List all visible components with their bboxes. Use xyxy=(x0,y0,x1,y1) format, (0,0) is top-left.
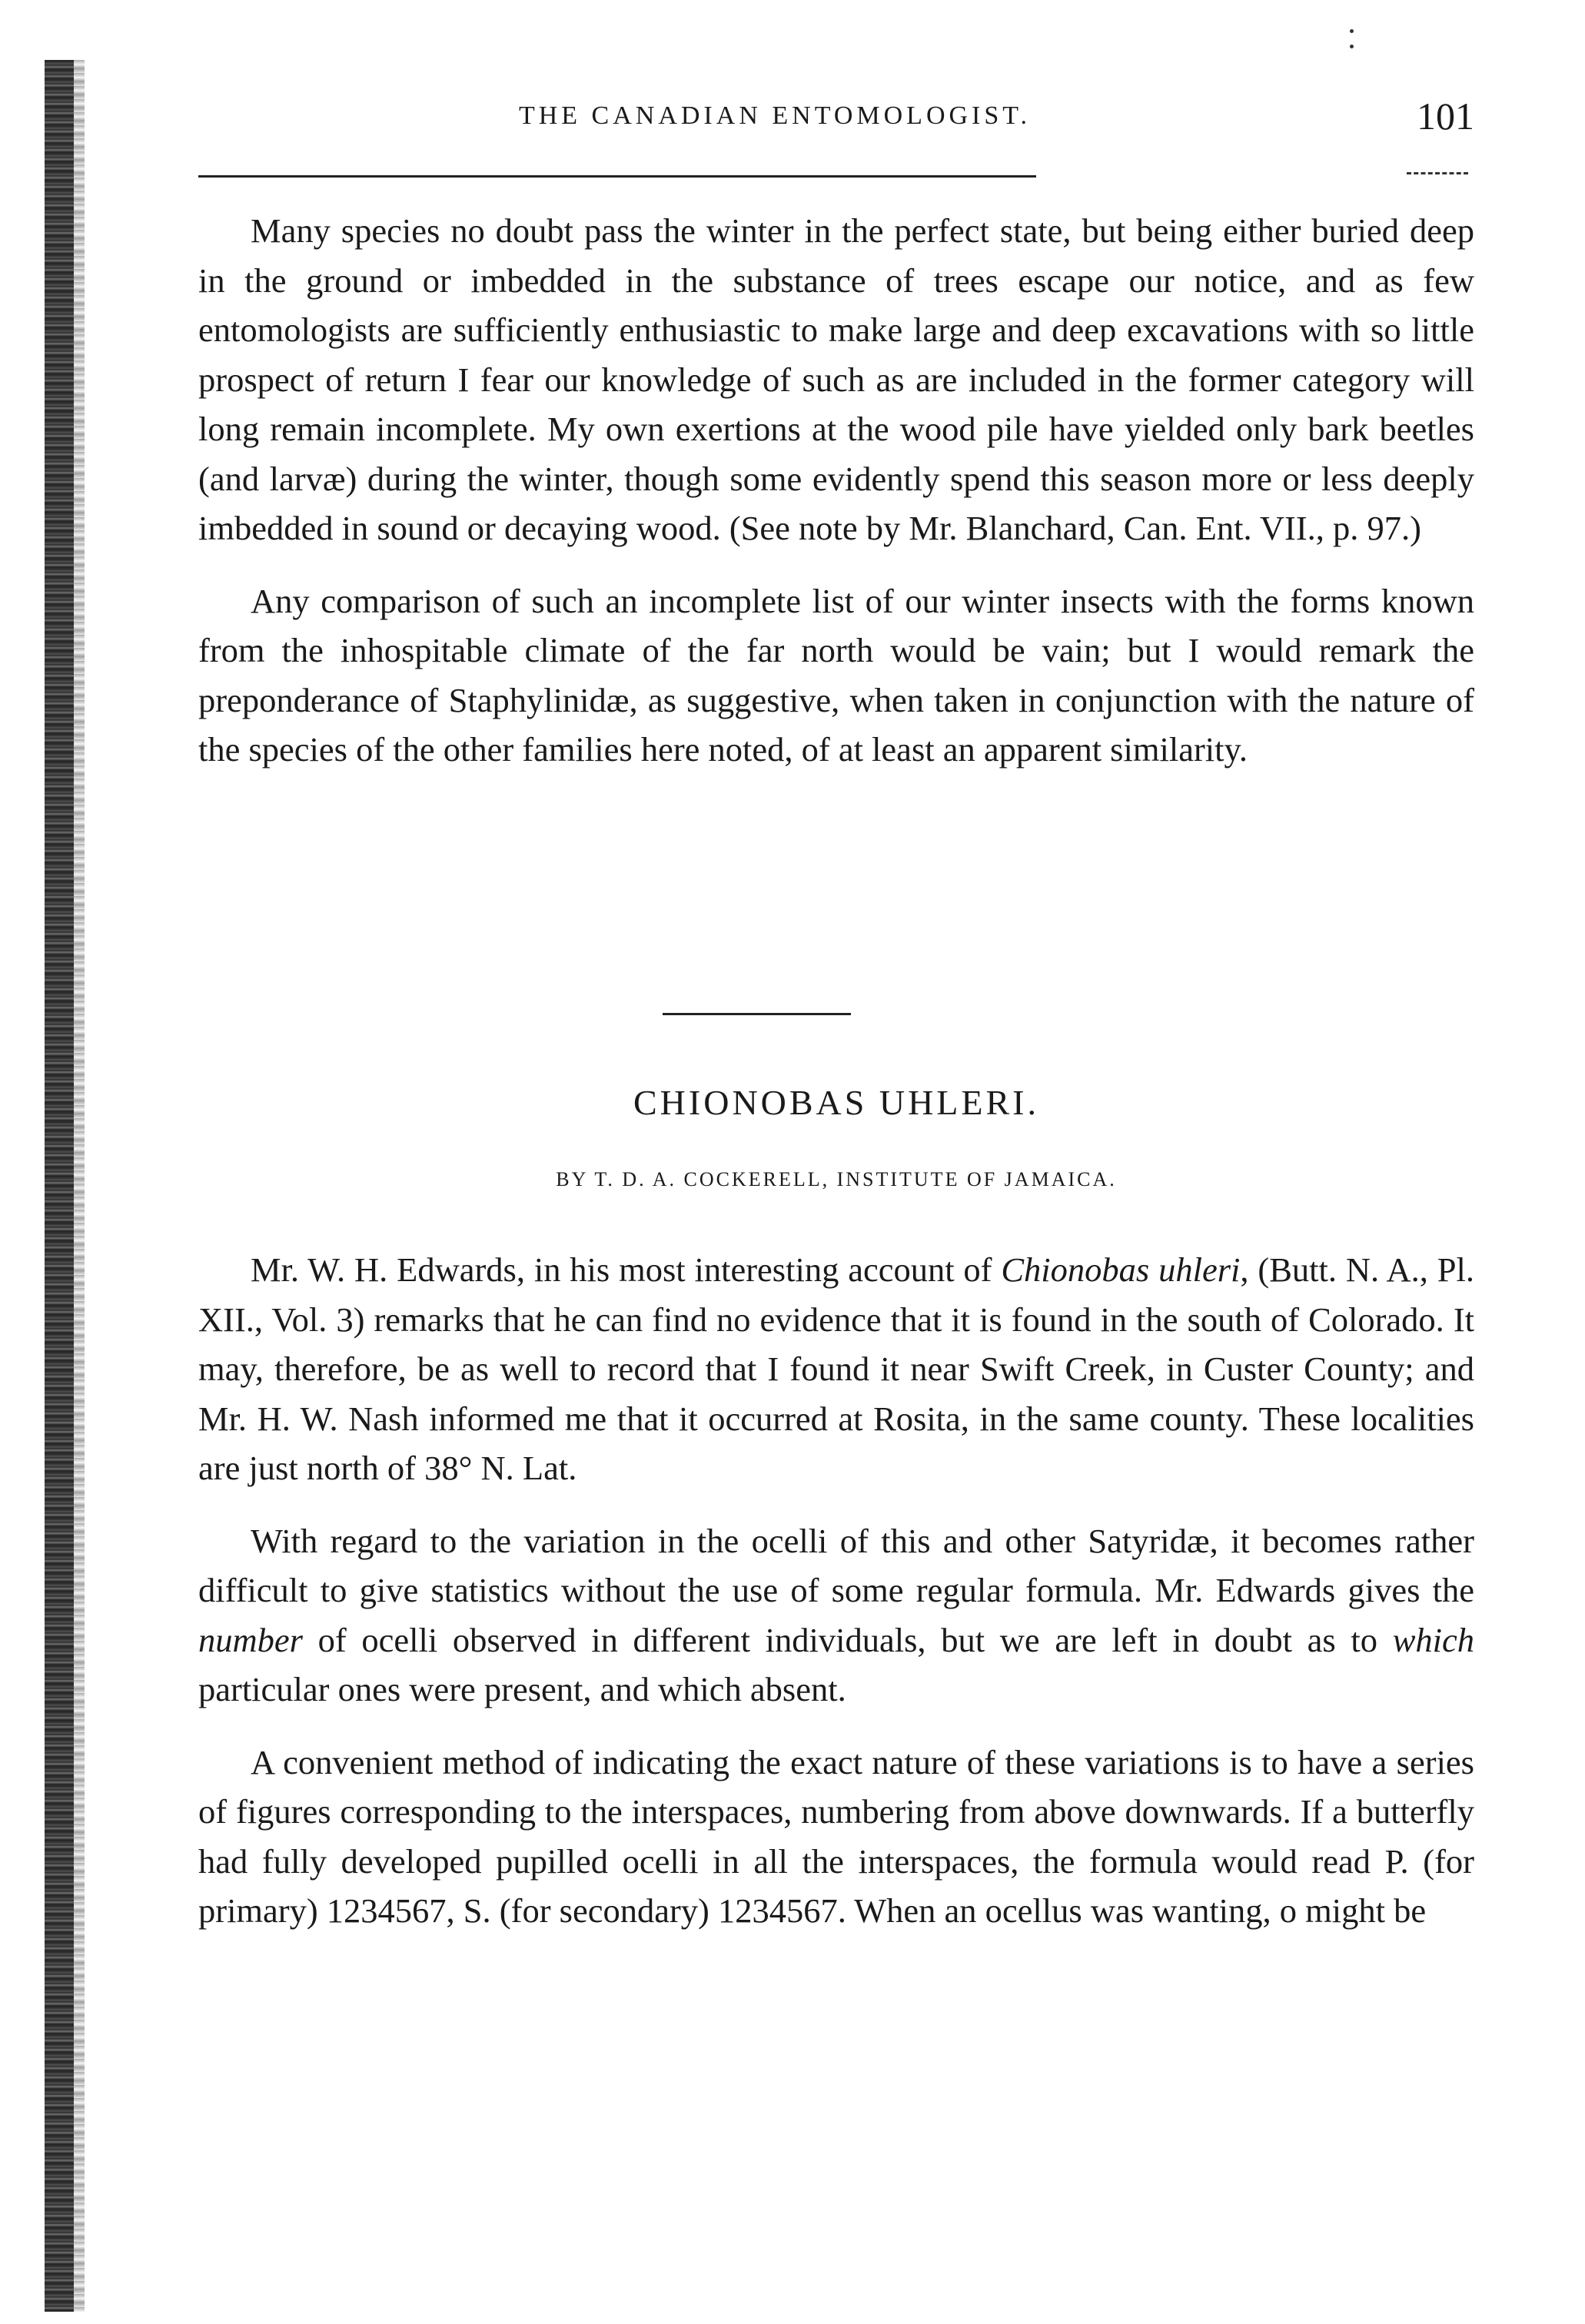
article-byline: BY T. D. A. COCKERELL, INSTITUTE OF JAMAICA. xyxy=(556,1168,1117,1190)
text-run: With regard to the variation in the ocelli of this and other Satyridæ, it becomes rather difficult to give statistics without the use of some regular formula. Mr. Edwards gives the xyxy=(198,1521,1474,1609)
text-run: Mr. W. H. Edwards, in his most interesting account of xyxy=(251,1250,1002,1289)
paragraph: Many species no doubt pass the winter in the perfect state, but being either buried deep in the ground or imbedded in the substance of trees escape our notice, and as few entomologists are sufficiently enthusiastic to make large and deep excavations with so little prospect of return I fear our knowledge of such as are included in the former category will long remain incomplete. My own exertions at the wood pile have yielded only bark beetles (and larvæ) during the winter, though some evidently spend this season more or less deeply imbedded in sound or decaying wood. (See note by Mr. Blanchard, Can. Ent. VII., p. 97.) xyxy=(198,211,1474,547)
text-run: of ocelli observed in different individuals, but we are left in doubt as to xyxy=(302,1620,1393,1659)
header-rule xyxy=(198,175,1036,178)
scan-speck xyxy=(1350,29,1354,33)
header-rule-fragment xyxy=(1407,172,1468,174)
book-spine-gutter xyxy=(45,60,74,2312)
running-title: THE CANADIAN ENTOMOLOGIST. xyxy=(518,101,1032,130)
section-divider xyxy=(663,1013,851,1015)
paragraph xyxy=(198,1516,1474,1715)
species-name: Chionobas uhleri xyxy=(1001,1250,1241,1289)
section-one-text xyxy=(198,206,1474,775)
paragraph: Any comparison of such an incomplete list of our winter insects with the forms known from the inhospitable climate of the far north would be vain; but I would remark the preponderance of Staphylinidæ, as suggestive, when taken in conjunction with the nature of the species of the other families here noted, of at least an apparent similarity. xyxy=(198,581,1474,769)
emphasis: number xyxy=(198,1620,303,1659)
scan-speck xyxy=(1350,45,1354,48)
paragraph xyxy=(198,1245,1474,1493)
emphasis: which xyxy=(1392,1620,1474,1659)
running-head xyxy=(198,95,1474,148)
paragraph: A convenient method of indicating the exact nature of these variations is to have a series of figures corresponding to the interspaces, numbering from above downwards. If a butterfly had fully developed pupilled ocelli in all the interspaces, the formula would read P. (for primary) 1234567, S. (for secondary) 1234567. When an ocellus was wanting, o might be xyxy=(198,1742,1474,1930)
article-body xyxy=(198,1245,1474,1936)
article-title: CHIONOBAS UHLERI. xyxy=(633,1083,1039,1122)
text-run: particular ones were present, and which absent. xyxy=(198,1670,846,1708)
text-run: , (Butt. N. A., Pl. XII., Vol. 3) remarks that he can find no evidence that it is found in the south of Colorado. It may, therefore, be as well to record that I found it near Swift Creek, in Custer County; and Mr. H. W. Nash informed me that it occurred at Rosita, in the same county. These localities are just north of 38° N. Lat. xyxy=(198,1250,1474,1487)
page-number: 101 xyxy=(1417,95,1474,138)
